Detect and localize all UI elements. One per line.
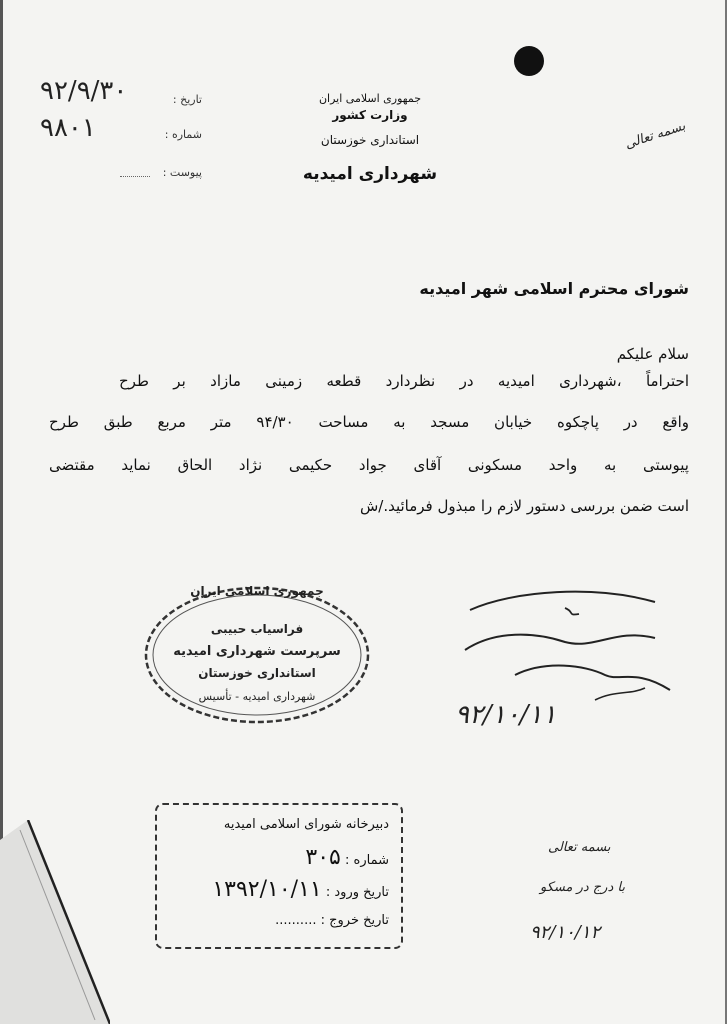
- letterhead-republic: جمهوری اسلامی ایران: [318, 92, 422, 105]
- handwritten-note-line: با درج در مسکو: [540, 880, 625, 895]
- body-line: است ضمن بررسی دستور لازم را مبذول فرمائید./ش: [359, 497, 689, 515]
- seal-line: استانداری خوزستان: [198, 666, 316, 680]
- stamp-number-label: شماره :: [345, 853, 389, 868]
- stamp-exit-value: ..........: [275, 913, 317, 928]
- stamp-entry-row: [212, 877, 389, 902]
- addressee-heading: شورای محترم اسلامی شهر امیدیه: [419, 279, 689, 298]
- seal-line: فراسیاب حبیبی: [210, 622, 304, 636]
- receipt-stamp: [155, 803, 403, 949]
- stamp-entry-label: تاریخ ورود :: [325, 885, 389, 900]
- seal-line: سرپرست شهرداری امیدیه: [173, 644, 341, 659]
- stamp-exit-row: [275, 913, 389, 928]
- handwritten-note-line: بسمه تعالی: [548, 840, 611, 855]
- number-label: شماره :: [164, 128, 202, 141]
- number-value: ۹۸۰۱: [40, 113, 96, 143]
- punch-hole: [514, 46, 544, 76]
- date-label: تاریخ :: [172, 93, 202, 106]
- greeting: سلام علیکم: [616, 345, 689, 363]
- seal-line: جمهوری اسلامی ایران: [190, 584, 324, 598]
- stamp-exit-label: تاریخ خروج :: [320, 913, 389, 928]
- stamp-title: دبیرخانه شورای اسلامی امیدیه: [223, 817, 389, 832]
- letterhead-municipality: شهرداری امیدیه: [302, 164, 438, 184]
- stamp-entry-value: ۱۳۹۲/۱۰/۱۱: [212, 877, 322, 902]
- attachment-label: پیوست :: [162, 166, 202, 179]
- stamp-number-row: [305, 845, 389, 870]
- bismillah-text: بسمه تعالی: [623, 118, 688, 153]
- body-line: واقع در پاچکوه خیابان مسجد به مساحت ۹۴/۳۰ متر مربع طبق طرح: [49, 413, 689, 431]
- official-seal: [142, 584, 372, 726]
- attachment-dots: [120, 176, 150, 177]
- date-value: ۹۲/۹/۳۰: [40, 76, 128, 106]
- signature-date: ۹۲/۱۰/۱۱: [455, 700, 557, 730]
- body-line: پیوستی به واحد مسکونی آقای جواد حکیمی نژاد الحاق نماید مقتضی: [49, 456, 689, 474]
- stamp-number-value: ۳۰۵: [305, 845, 341, 870]
- handwritten-note-date: ۹۲/۱۰/۱۲: [530, 922, 601, 943]
- seal-line: شهرداری امیدیه - تأسیس: [198, 690, 316, 703]
- folded-corner: [0, 820, 110, 1024]
- body-line: احتراماً ،شهرداری امیدیه در نظردارد قطعه زمینی مازاد بر طرح: [119, 372, 689, 390]
- letterhead-ministry: وزارت کشور: [332, 108, 408, 122]
- letterhead-governorate: استانداری خوزستان: [320, 133, 420, 147]
